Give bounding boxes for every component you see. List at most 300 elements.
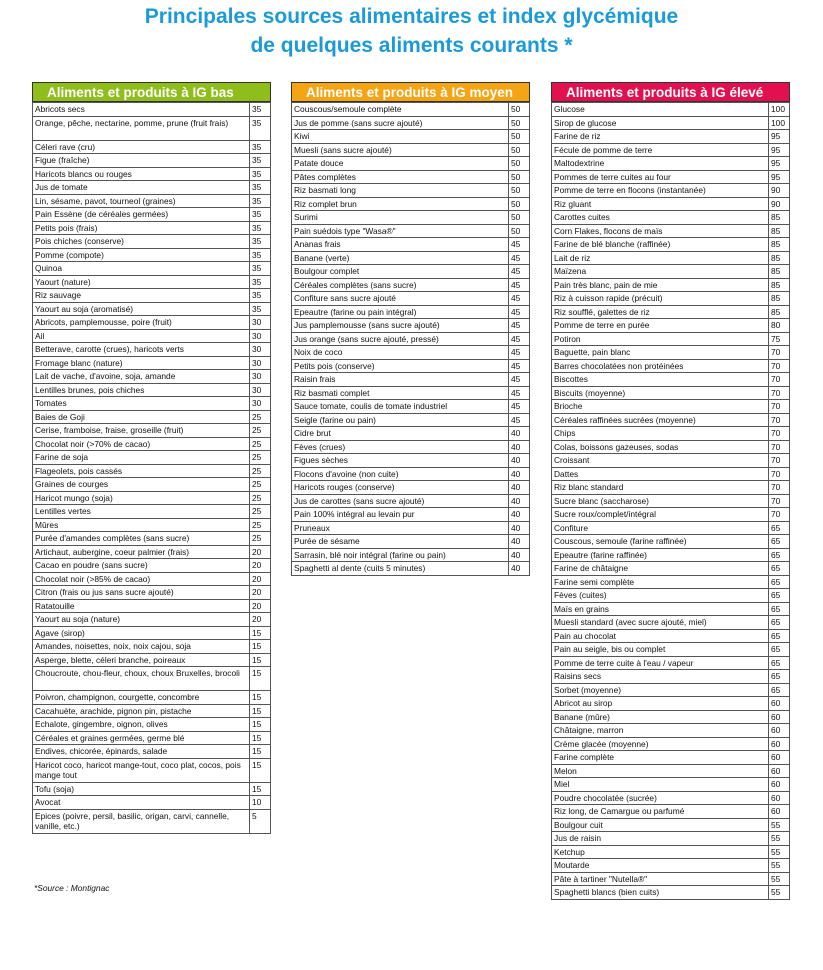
gi-value: 70 <box>769 359 790 373</box>
food-name: Haricots rouges (conserve) <box>292 481 509 495</box>
food-name: Riz à cuisson rapide (précuit) <box>552 292 769 306</box>
table-row <box>552 184 790 198</box>
food-name: Artichaut, aubergine, coeur palmier (frais) <box>33 545 250 559</box>
gi-value: 35 <box>250 275 271 289</box>
gi-value: 35 <box>250 194 271 208</box>
food-name: Poivron, champignon, courgette, concombre <box>33 691 250 705</box>
food-name: Spaghetti al dente (cuits 5 minutes) <box>292 562 509 576</box>
gi-value: 60 <box>769 724 790 738</box>
table-high-gi <box>551 102 790 900</box>
table-row <box>552 643 790 657</box>
food-name: Asperge, blette, céleri branche, poireaux <box>33 653 250 667</box>
table-row <box>292 413 530 427</box>
table-row <box>33 782 271 796</box>
gi-value: 50 <box>509 143 530 157</box>
gi-value: 45 <box>509 373 530 387</box>
food-name: Baies de Goji <box>33 410 250 424</box>
food-name: Cacao en poudre (sans sucre) <box>33 559 250 573</box>
gi-value: 70 <box>769 413 790 427</box>
gi-value: 10 <box>250 796 271 810</box>
gi-value: 20 <box>250 545 271 559</box>
source-note: *Source : Montignac <box>34 883 110 893</box>
table-row <box>33 758 271 782</box>
food-name: Dattes <box>552 467 769 481</box>
table-row <box>552 130 790 144</box>
table-row <box>33 667 271 691</box>
table-row <box>552 737 790 751</box>
food-name: Echalote, gingembre, oignon, olives <box>33 718 250 732</box>
food-name: Pomme de terre en flocons (instantanée) <box>552 184 769 198</box>
food-name: Colas, boissons gazeuses, sodas <box>552 440 769 454</box>
food-name: Sucre blanc (saccharose) <box>552 494 769 508</box>
gi-value: 25 <box>250 491 271 505</box>
food-name: Lin, sésame, pavot, tourneol (graines) <box>33 194 250 208</box>
table-row <box>33 613 271 627</box>
gi-value: 30 <box>250 397 271 411</box>
gi-value: 45 <box>509 278 530 292</box>
table-row <box>552 818 790 832</box>
food-name: Pain 100% intégral au levain pur <box>292 508 509 522</box>
food-name: Pruneaux <box>292 521 509 535</box>
food-name: Ketchup <box>552 845 769 859</box>
gi-value: 35 <box>250 248 271 262</box>
food-name: Ananas frais <box>292 238 509 252</box>
food-name: Endives, chicorée, épinards, salade <box>33 745 250 759</box>
table-row <box>552 629 790 643</box>
food-name: Barres chocolatées non protéinées <box>552 359 769 373</box>
table-row <box>33 343 271 357</box>
table-row <box>33 356 271 370</box>
table-row <box>33 518 271 532</box>
food-name: Banane (mûre) <box>552 710 769 724</box>
table-row <box>33 302 271 316</box>
gi-value: 100 <box>769 116 790 130</box>
food-name: Lait de riz <box>552 251 769 265</box>
food-name: Lentilles brunes, pois chiches <box>33 383 250 397</box>
gi-value: 15 <box>250 640 271 654</box>
table-row <box>292 238 530 252</box>
gi-value: 35 <box>250 116 271 140</box>
gi-value: 70 <box>769 467 790 481</box>
table-row <box>552 400 790 414</box>
gi-value: 85 <box>769 292 790 306</box>
table-row <box>292 548 530 562</box>
table-row <box>552 251 790 265</box>
gi-value: 60 <box>769 764 790 778</box>
gi-value: 70 <box>769 427 790 441</box>
gi-value: 20 <box>250 572 271 586</box>
food-name: Carottes cuites <box>552 211 769 225</box>
food-name: Farine de soja <box>33 451 250 465</box>
gi-value: 60 <box>769 697 790 711</box>
table-row <box>552 616 790 630</box>
gi-value: 40 <box>509 481 530 495</box>
table-row <box>552 548 790 562</box>
table-row <box>552 670 790 684</box>
food-name: Mûres <box>33 518 250 532</box>
gi-value: 40 <box>509 440 530 454</box>
gi-value: 65 <box>769 683 790 697</box>
gi-value: 40 <box>509 535 530 549</box>
gi-value: 35 <box>250 221 271 235</box>
gi-value: 45 <box>509 305 530 319</box>
food-name: Amandes, noisettes, noix, noix cajou, soja <box>33 640 250 654</box>
food-name: Jus orange (sans sucre ajouté, pressé) <box>292 332 509 346</box>
table-row <box>552 481 790 495</box>
food-name: Graines de courges <box>33 478 250 492</box>
gi-value: 85 <box>769 224 790 238</box>
table-row <box>552 521 790 535</box>
table-row <box>33 248 271 262</box>
food-name: Citron (frais ou jus sans sucre ajouté) <box>33 586 250 600</box>
gi-value: 15 <box>250 626 271 640</box>
table-row <box>292 400 530 414</box>
table-row <box>292 521 530 535</box>
food-name: Yaourt (nature) <box>33 275 250 289</box>
table-row <box>552 575 790 589</box>
food-name: Poudre chocolatée (sucrée) <box>552 791 769 805</box>
gi-value: 40 <box>509 548 530 562</box>
table-row <box>33 809 271 833</box>
gi-value: 15 <box>250 758 271 782</box>
gi-value: 100 <box>769 103 790 117</box>
gi-value: 35 <box>250 289 271 303</box>
food-name: Croissant <box>552 454 769 468</box>
table-row <box>552 751 790 765</box>
gi-value: 50 <box>509 157 530 171</box>
table-row <box>33 478 271 492</box>
food-name: Maïs en grains <box>552 602 769 616</box>
food-name: Boulgour complet <box>292 265 509 279</box>
table-row <box>552 346 790 360</box>
table-row <box>552 211 790 225</box>
food-name: Epices (poivre, persil, basilic, origan, carvi, cannelle, vanille, etc.) <box>33 809 250 833</box>
gi-value: 40 <box>509 454 530 468</box>
table-row <box>33 572 271 586</box>
gi-value: 45 <box>509 386 530 400</box>
gi-value: 65 <box>769 562 790 576</box>
table-row <box>552 886 790 900</box>
column-header-high: Aliments et produits à IG élevé <box>551 82 790 102</box>
table-row <box>552 602 790 616</box>
table-row <box>33 397 271 411</box>
table-row <box>33 640 271 654</box>
gi-value: 60 <box>769 805 790 819</box>
food-name: Miel <box>552 778 769 792</box>
gi-value: 85 <box>769 278 790 292</box>
gi-value: 70 <box>769 481 790 495</box>
food-name: Tofu (soja) <box>33 782 250 796</box>
gi-value: 45 <box>509 413 530 427</box>
gi-value: 55 <box>769 859 790 873</box>
food-name: Banane (verte) <box>292 251 509 265</box>
food-name: Riz basmati complet <box>292 386 509 400</box>
food-name: Boulgour cuit <box>552 818 769 832</box>
gi-value: 75 <box>769 332 790 346</box>
gi-value: 30 <box>250 316 271 330</box>
table-row <box>33 599 271 613</box>
food-name: Maïzena <box>552 265 769 279</box>
food-name: Crème glacée (moyenne) <box>552 737 769 751</box>
food-name: Sucre roux/complet/intégral <box>552 508 769 522</box>
food-name: Flageolets, pois cassés <box>33 464 250 478</box>
table-row <box>33 370 271 384</box>
table-row <box>33 181 271 195</box>
table-row <box>33 653 271 667</box>
table-row <box>33 235 271 249</box>
gi-value: 15 <box>250 704 271 718</box>
table-row <box>292 440 530 454</box>
table-row <box>552 413 790 427</box>
table-row <box>292 292 530 306</box>
table-medium-gi <box>291 102 530 576</box>
gi-value: 45 <box>509 359 530 373</box>
food-name: Céleri rave (cru) <box>33 140 250 154</box>
food-name: Riz blanc standard <box>552 481 769 495</box>
food-name: Flocons d'avoine (non cuite) <box>292 467 509 481</box>
food-name: Abricots secs <box>33 103 250 117</box>
food-name: Farine de châtaigne <box>552 562 769 576</box>
gi-value: 95 <box>769 170 790 184</box>
table-row <box>552 764 790 778</box>
food-name: Petits pois (frais) <box>33 221 250 235</box>
table-row <box>552 427 790 441</box>
gi-value: 45 <box>509 251 530 265</box>
gi-value: 60 <box>769 751 790 765</box>
gi-value: 20 <box>250 599 271 613</box>
gi-value: 50 <box>509 116 530 130</box>
table-row <box>552 791 790 805</box>
table-row <box>552 143 790 157</box>
food-name: Châtaigne, marron <box>552 724 769 738</box>
food-name: Pomme (compote) <box>33 248 250 262</box>
table-row <box>552 832 790 846</box>
table-row <box>33 718 271 732</box>
gi-value: 70 <box>769 400 790 414</box>
food-name: Figues sèches <box>292 454 509 468</box>
table-row <box>552 224 790 238</box>
gi-value: 70 <box>769 508 790 522</box>
gi-value: 30 <box>250 329 271 343</box>
food-name: Riz complet brun <box>292 197 509 211</box>
gi-value: 55 <box>769 872 790 886</box>
gi-value: 70 <box>769 346 790 360</box>
food-name: Sorbet (moyenne) <box>552 683 769 697</box>
table-row <box>552 467 790 481</box>
food-name: Riz gluant <box>552 197 769 211</box>
food-name: Riz basmati long <box>292 184 509 198</box>
table-row <box>292 481 530 495</box>
table-row <box>292 116 530 130</box>
table-row <box>292 103 530 117</box>
gi-value: 30 <box>250 383 271 397</box>
food-name: Patate douce <box>292 157 509 171</box>
gi-value: 90 <box>769 197 790 211</box>
gi-value: 85 <box>769 265 790 279</box>
gi-value: 50 <box>509 170 530 184</box>
table-row <box>292 305 530 319</box>
title-line-1: Principales sources alimentaires et index glycémique <box>144 5 679 28</box>
table-row <box>552 359 790 373</box>
food-name: Seigle (farine ou pain) <box>292 413 509 427</box>
gi-value: 80 <box>769 319 790 333</box>
table-row <box>552 440 790 454</box>
table-row <box>552 562 790 576</box>
gi-value: 40 <box>509 494 530 508</box>
food-name: Biscuits (moyenne) <box>552 386 769 400</box>
food-name: Sarrasin, blé noir intégral (farine ou pain) <box>292 548 509 562</box>
food-name: Ail <box>33 329 250 343</box>
table-row <box>33 451 271 465</box>
table-row <box>33 208 271 222</box>
gi-value: 15 <box>250 745 271 759</box>
food-name: Pois chiches (conserve) <box>33 235 250 249</box>
table-row <box>292 278 530 292</box>
food-name: Pain au chocolat <box>552 629 769 643</box>
food-name: Pommes de terre cuites au four <box>552 170 769 184</box>
food-name: Jus de tomate <box>33 181 250 195</box>
gi-value: 70 <box>769 373 790 387</box>
gi-value: 45 <box>509 332 530 346</box>
gi-value: 55 <box>769 886 790 900</box>
food-name: Kiwi <box>292 130 509 144</box>
food-name: Biscottes <box>552 373 769 387</box>
table-row <box>292 157 530 171</box>
table-row <box>552 238 790 252</box>
gi-value: 35 <box>250 262 271 276</box>
table-row <box>33 745 271 759</box>
gi-value: 50 <box>509 103 530 117</box>
gi-value: 65 <box>769 602 790 616</box>
table-row <box>33 731 271 745</box>
gi-value: 20 <box>250 586 271 600</box>
table-row <box>552 116 790 130</box>
gi-value: 65 <box>769 616 790 630</box>
gi-value: 15 <box>250 691 271 705</box>
food-name: Pain très blanc, pain de mie <box>552 278 769 292</box>
gi-value: 40 <box>509 562 530 576</box>
gi-value: 60 <box>769 778 790 792</box>
gi-value: 25 <box>250 410 271 424</box>
food-name: Glucose <box>552 103 769 117</box>
food-name: Jus de raisin <box>552 832 769 846</box>
food-name: Cidre brut <box>292 427 509 441</box>
table-row <box>33 103 271 117</box>
table-row <box>292 319 530 333</box>
food-name: Surimi <box>292 211 509 225</box>
table-row <box>292 170 530 184</box>
table-row <box>33 383 271 397</box>
food-name: Raisin frais <box>292 373 509 387</box>
table-row <box>292 562 530 576</box>
food-name: Ratatouille <box>33 599 250 613</box>
gi-value: 40 <box>509 521 530 535</box>
table-row <box>292 467 530 481</box>
food-name: Epeautre (farine ou pain intégral) <box>292 305 509 319</box>
table-row <box>33 329 271 343</box>
food-name: Confiture <box>552 521 769 535</box>
table-row <box>33 424 271 438</box>
gi-value: 60 <box>769 737 790 751</box>
food-name: Purée de sésame <box>292 535 509 549</box>
food-name: Farine de riz <box>552 130 769 144</box>
gi-value: 65 <box>769 670 790 684</box>
food-name: Lait de vache, d'avoine, soja, amande <box>33 370 250 384</box>
table-row <box>33 559 271 573</box>
table-row <box>292 494 530 508</box>
gi-value: 65 <box>769 548 790 562</box>
food-name: Haricot mungo (soja) <box>33 491 250 505</box>
table-row <box>33 316 271 330</box>
table-row <box>552 157 790 171</box>
food-name: Brioche <box>552 400 769 414</box>
table-row <box>292 386 530 400</box>
gi-value: 30 <box>250 343 271 357</box>
food-name: Purée d'amandes complètes (sans sucre) <box>33 532 250 546</box>
table-row <box>552 319 790 333</box>
food-name: Haricot coco, haricot mange-tout, coco plat, cocos, pois mange tout <box>33 758 250 782</box>
food-name: Pain au seigle, bis ou complet <box>552 643 769 657</box>
title-line-2: de quelques aliments courants * <box>250 34 573 57</box>
gi-value: 65 <box>769 521 790 535</box>
gi-value: 30 <box>250 356 271 370</box>
table-row <box>33 545 271 559</box>
food-name: Betterave, carotte (crues), haricots verts <box>33 343 250 357</box>
gi-value: 90 <box>769 184 790 198</box>
gi-value: 35 <box>250 140 271 154</box>
table-row <box>33 505 271 519</box>
table-row <box>552 656 790 670</box>
table-row <box>552 265 790 279</box>
gi-value: 20 <box>250 559 271 573</box>
food-name: Pomme de terre en purée <box>552 319 769 333</box>
gi-value: 25 <box>250 518 271 532</box>
table-row <box>292 346 530 360</box>
table-row <box>552 494 790 508</box>
table-row <box>292 373 530 387</box>
gi-value: 55 <box>769 832 790 846</box>
table-row <box>33 154 271 168</box>
gi-value: 65 <box>769 629 790 643</box>
table-row <box>552 508 790 522</box>
gi-value: 25 <box>250 464 271 478</box>
food-name: Confiture sans sucre ajouté <box>292 292 509 306</box>
food-name: Maltodextrine <box>552 157 769 171</box>
table-row <box>552 197 790 211</box>
food-name: Yaourt au soja (aromatisé) <box>33 302 250 316</box>
gi-value: 65 <box>769 535 790 549</box>
table-row <box>33 491 271 505</box>
table-row <box>292 508 530 522</box>
food-name: Chocolat noir (>85% de cacao) <box>33 572 250 586</box>
column-header-medium: Aliments et produits à IG moyen <box>291 82 530 102</box>
gi-value: 35 <box>250 167 271 181</box>
food-name: Pain Essène (de céréales germées) <box>33 208 250 222</box>
gi-value: 40 <box>509 467 530 481</box>
table-row <box>552 305 790 319</box>
table-row <box>33 437 271 451</box>
table-row <box>552 872 790 886</box>
table-row <box>33 410 271 424</box>
table-row <box>292 332 530 346</box>
food-name: Moutarde <box>552 859 769 873</box>
gi-value: 25 <box>250 505 271 519</box>
gi-value: 35 <box>250 181 271 195</box>
food-name: Céréales complètes (sans sucre) <box>292 278 509 292</box>
table-row <box>552 859 790 873</box>
food-name: Epeautre (farine raffinée) <box>552 548 769 562</box>
table-row <box>552 278 790 292</box>
